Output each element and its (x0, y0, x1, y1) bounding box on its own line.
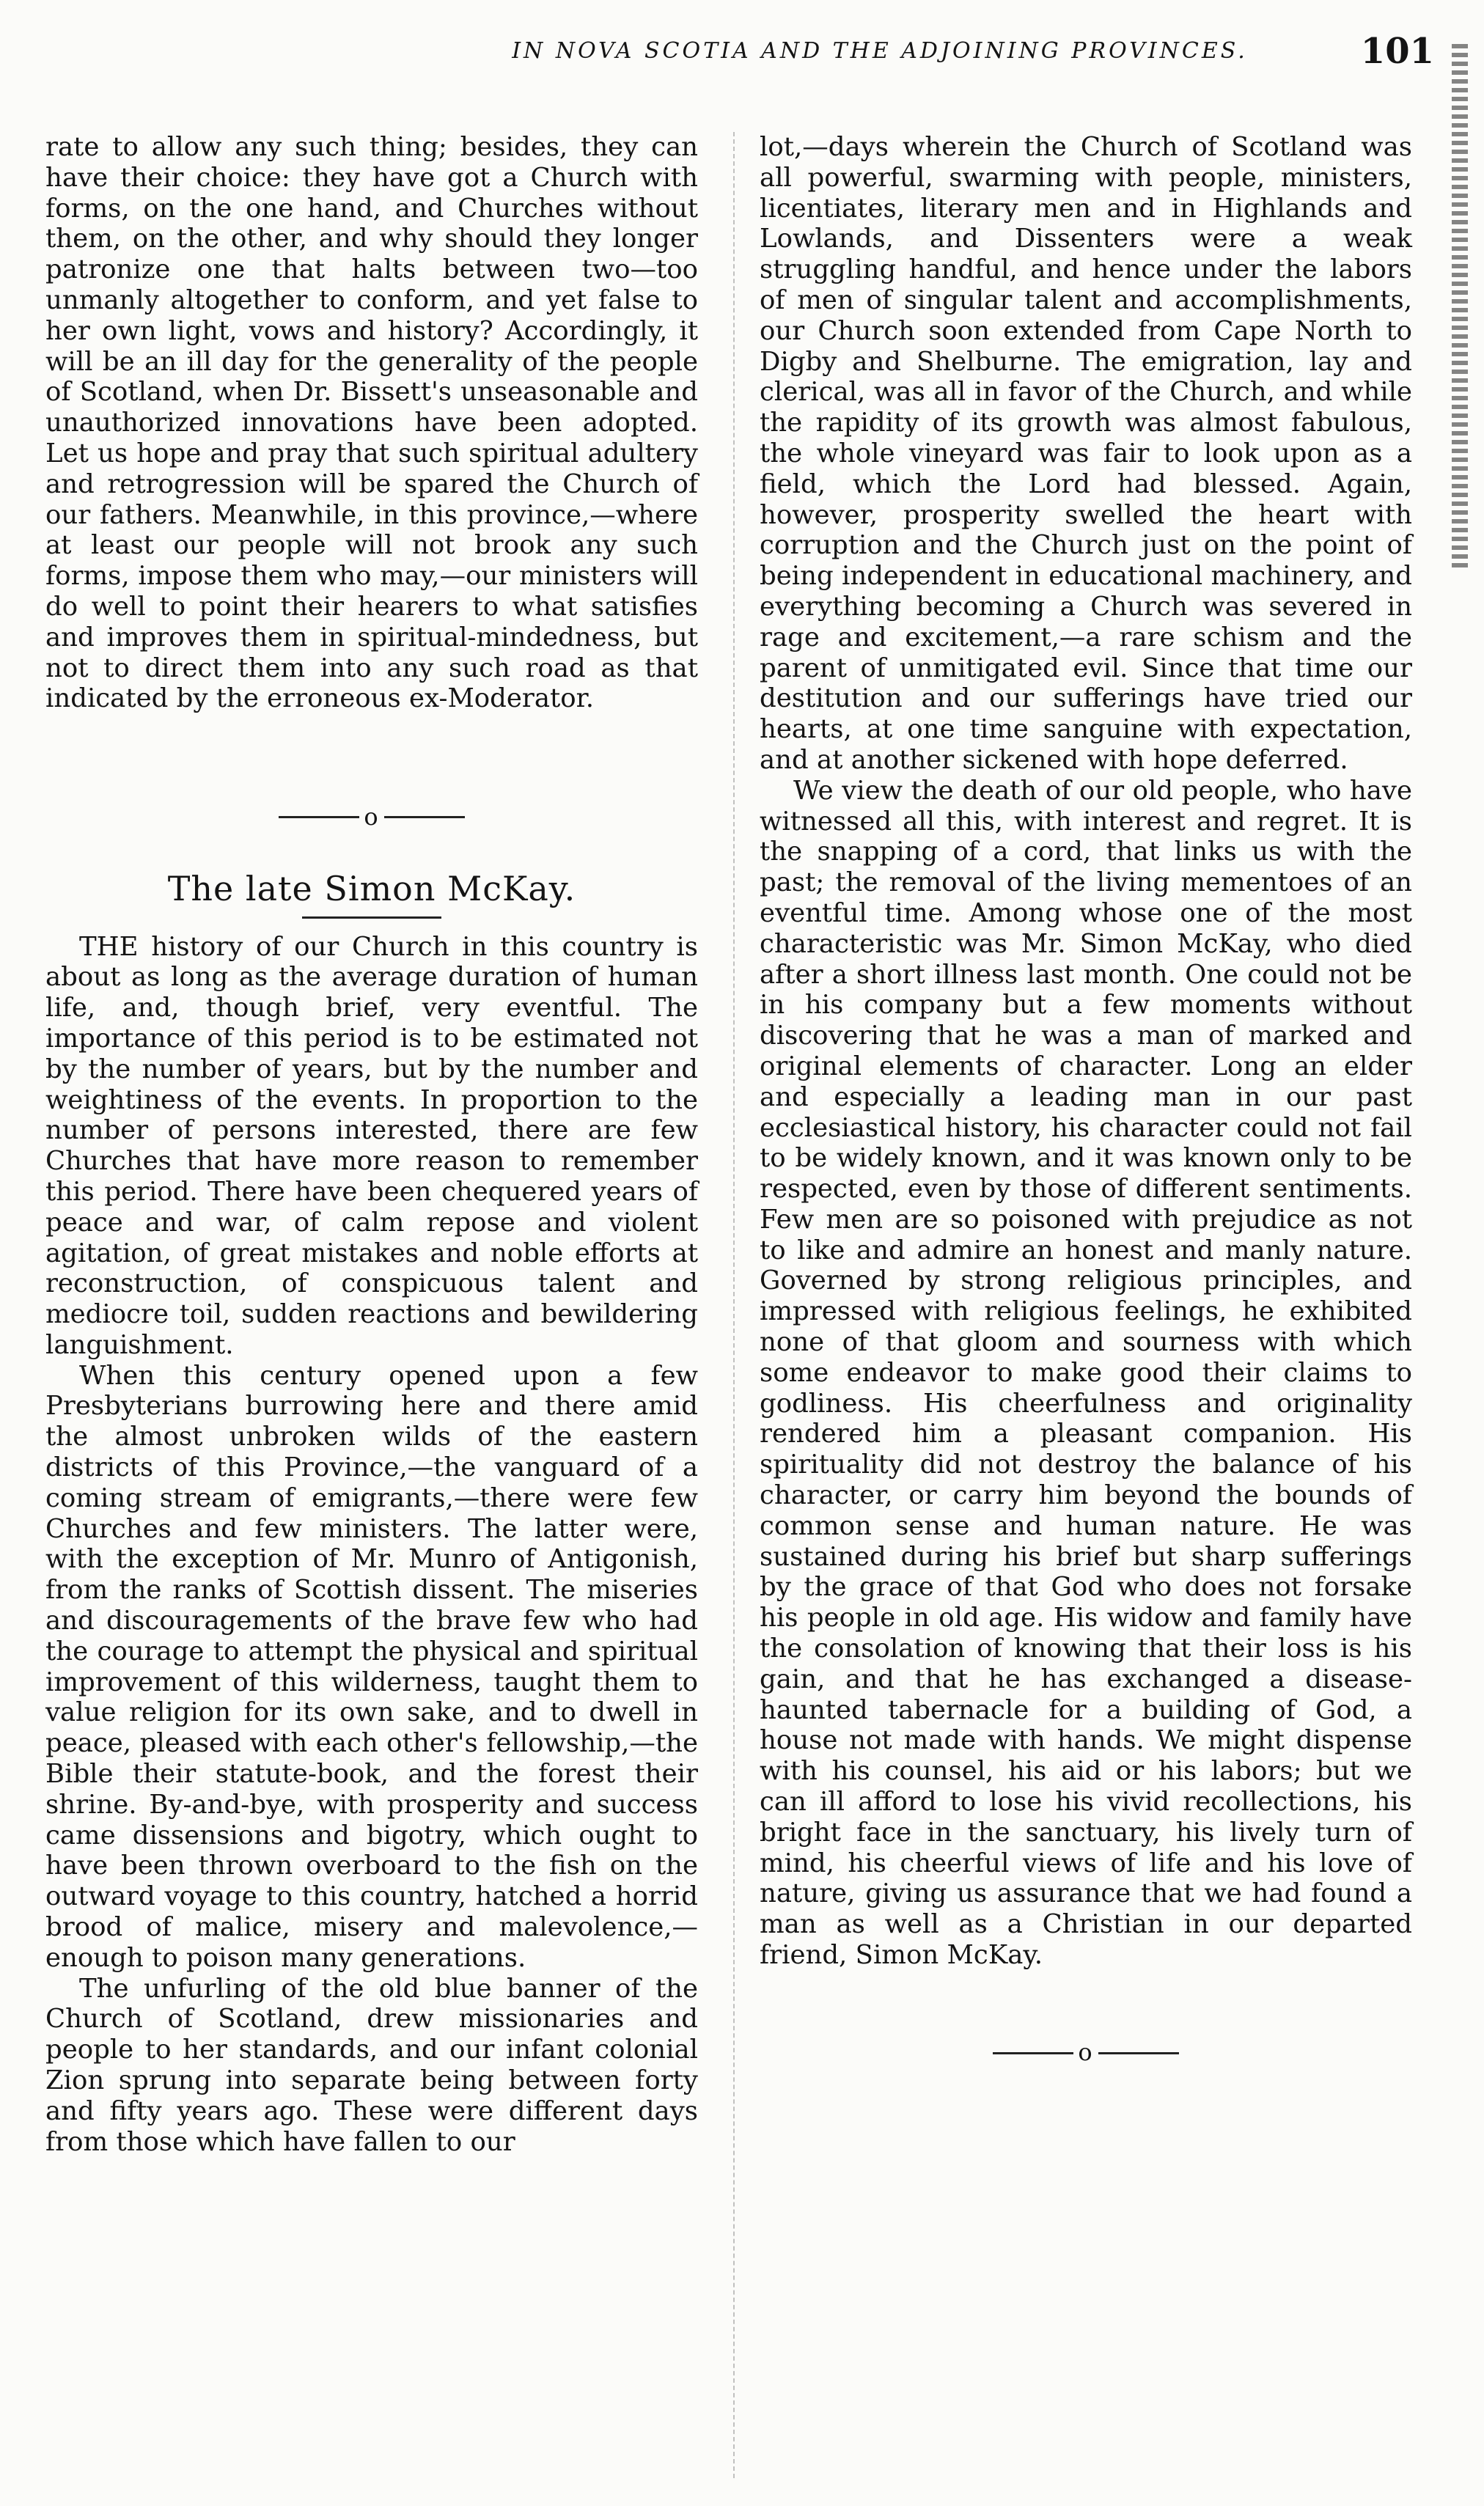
ornament-rule-right (384, 816, 465, 818)
ornament-rule-left (993, 2052, 1073, 2054)
running-header: IN NOVA SCOTIA AND THE ADJOINING PROVINCES. (512, 38, 1248, 64)
paragraph-banner: The unfurling of the old blue banner of the Church of Scotland, drew missionaries and people to her standards, and our infant colonial Zion sprung into separate being between forty and fifty years ago. These were different days from those which have fallen to our (45, 1973, 698, 2157)
column-divider (733, 132, 735, 2478)
article-title: The late Simon McKay. (167, 868, 576, 908)
section-ornament (45, 801, 698, 832)
ornament-center: o (1078, 2038, 1094, 2067)
left-column (45, 132, 698, 2157)
right-column (760, 132, 1412, 2068)
ornament-rule-right (1098, 2052, 1179, 2054)
paragraph-history: THE history of our Church in this country is about as long as the average duration of human life, and, though brief, very eventful. The importance of this period is to be estimated not by the number of years, but by the number and weightiness of the events. In proportion to the number of persons interested, there are few Churches that have more reason to remember this period. There have been chequered years of peace and war, of calm repose and violent agitation, of great mistakes and noble efforts at reconstruction, of conspicuous talent and mediocre toil, sudden reactions and bewildering languishment. (45, 931, 698, 1360)
ornament-rule-left (279, 816, 359, 818)
paragraph-death: We view the death of our old people, who have witnessed all this, with interest and regret. It is the snapping of a cord, that links us with the past; the removal of the living mementoes of an eventful time. Among whose one of the most characteristic was Mr. Simon McKay, who died after a short illness last month. One could not be in his company but a few moments without discovering that he was a man of marked and original elements of character. Long an elder and especially a leading man in our past ecclesiastical history, his character could not fail to be widely known, and it was known only to be respected, even by those of different sentiments. Few men are so poisoned with prejudice as not to like and admire an honest and manly nature. Governed by strong religious principles, and impressed with religious feelings, he exhibited none of that gloom and sourness with which some endeavor to make good their claims to godliness. His cheerfulness and originality rendered him a pleasant companion. His spirituality did not destroy the balance of his character, or carry him beyond the bounds of common sense and human nature. He was sustained during his brief but sharp sufferings by the grace of that God who does not forsake his people in old age. His widow and family have the consolation of knowing that their loss is his gain, and that he has exchanged a disease-haunted tabernacle for a building of God, a house not made with hands. We might dispense with his counsel, his aid or his labors; but we can ill afford to lose his vivid recollections, his bright face in the sanctuary, his lively turn of mind, his cheerful views of life and his love of nature, giving us assurance that we had found a man as well as a Christian in our departed friend, Simon McKay. (760, 775, 1412, 1971)
title-rule (302, 916, 441, 919)
page-number: 101 (1360, 31, 1434, 72)
paragraph-century: When this century opened upon a few Presbyterians burrowing here and there amid the almost unbroken wilds of the eastern districts of this Province,—the vanguard of a coming stream of emigrants,—there were few Churches and few ministers. The latter were, with the exception of Mr. Munro of Antigonish, from the ranks of Scottish dissent. The miseries and discouragements of the brave few who had the courage to attempt the physical and spiritual improvement of this wilderness, taught them to value religion for its own sake, and to dwell in peace, pleased with each other's fellowship,—the Bible their statute-book, and the forest their shrine. By-and-bye, with prosperity and success came dissensions and bigotry, which ought to have been thrown overboard to the fish on the outward voyage to this country, hatched a horrid brood of malice, misery and malevolence,—enough to poison many generations. (45, 1360, 698, 1973)
paragraph-continuation: rate to allow any such thing; besides, they can have their choice: they have got a Church with forms, on the one hand, and Churches without them, on the other, and why should they longer patronize one that halts between two—too unmanly altogether to conform, and yet false to her own light, vows and history? Accordingly, it will be an ill day for the generality of the people of Scotland, when Dr. Bissett's unseasonable and unauthorized innovations have been adopted. Let us hope and pray that such spiritual adultery and retrogression will be spared the Church of our fathers. Meanwhile, in this province,—where at least our people will not brook any such forms, impose them who may,—our ministers will do well to point their hearers to what satisfies and improves them in spiritual-mindedness, but not to direct them into any such road as that indicated by the erroneous ex-Moderator. (45, 132, 698, 714)
torn-page-edge (1452, 44, 1468, 572)
end-ornament (760, 2037, 1412, 2068)
paragraph-lot: lot,—days wherein the Church of Scotland was all powerful, swarming with people, ministers, licentiates, literary men and in Highlands and Lowlands, and Dissenters were a weak struggling handful, and hence under the labors of men of singular talent and accomplishments, our Church soon extended from Cape North to Digby and Shelburne. The emigration, lay and clerical, was all in favor of the Church, and while the rapidity of its growth was almost fabulous, the whole vineyard was fair to look upon as a field, which the Lord had blessed. Again, however, prosperity swelled the heart with corruption and the Church just on the point of being independent in educational machinery, and everything becoming a Church was severed in rage and excitement,—a rare schism and the parent of unmitigated evil. Since that time our destitution and our sufferings have tried our hearts, at one time sanguine with expectation, and at another sickened with hope deferred. (760, 132, 1412, 775)
ornament-center: o (364, 802, 380, 831)
